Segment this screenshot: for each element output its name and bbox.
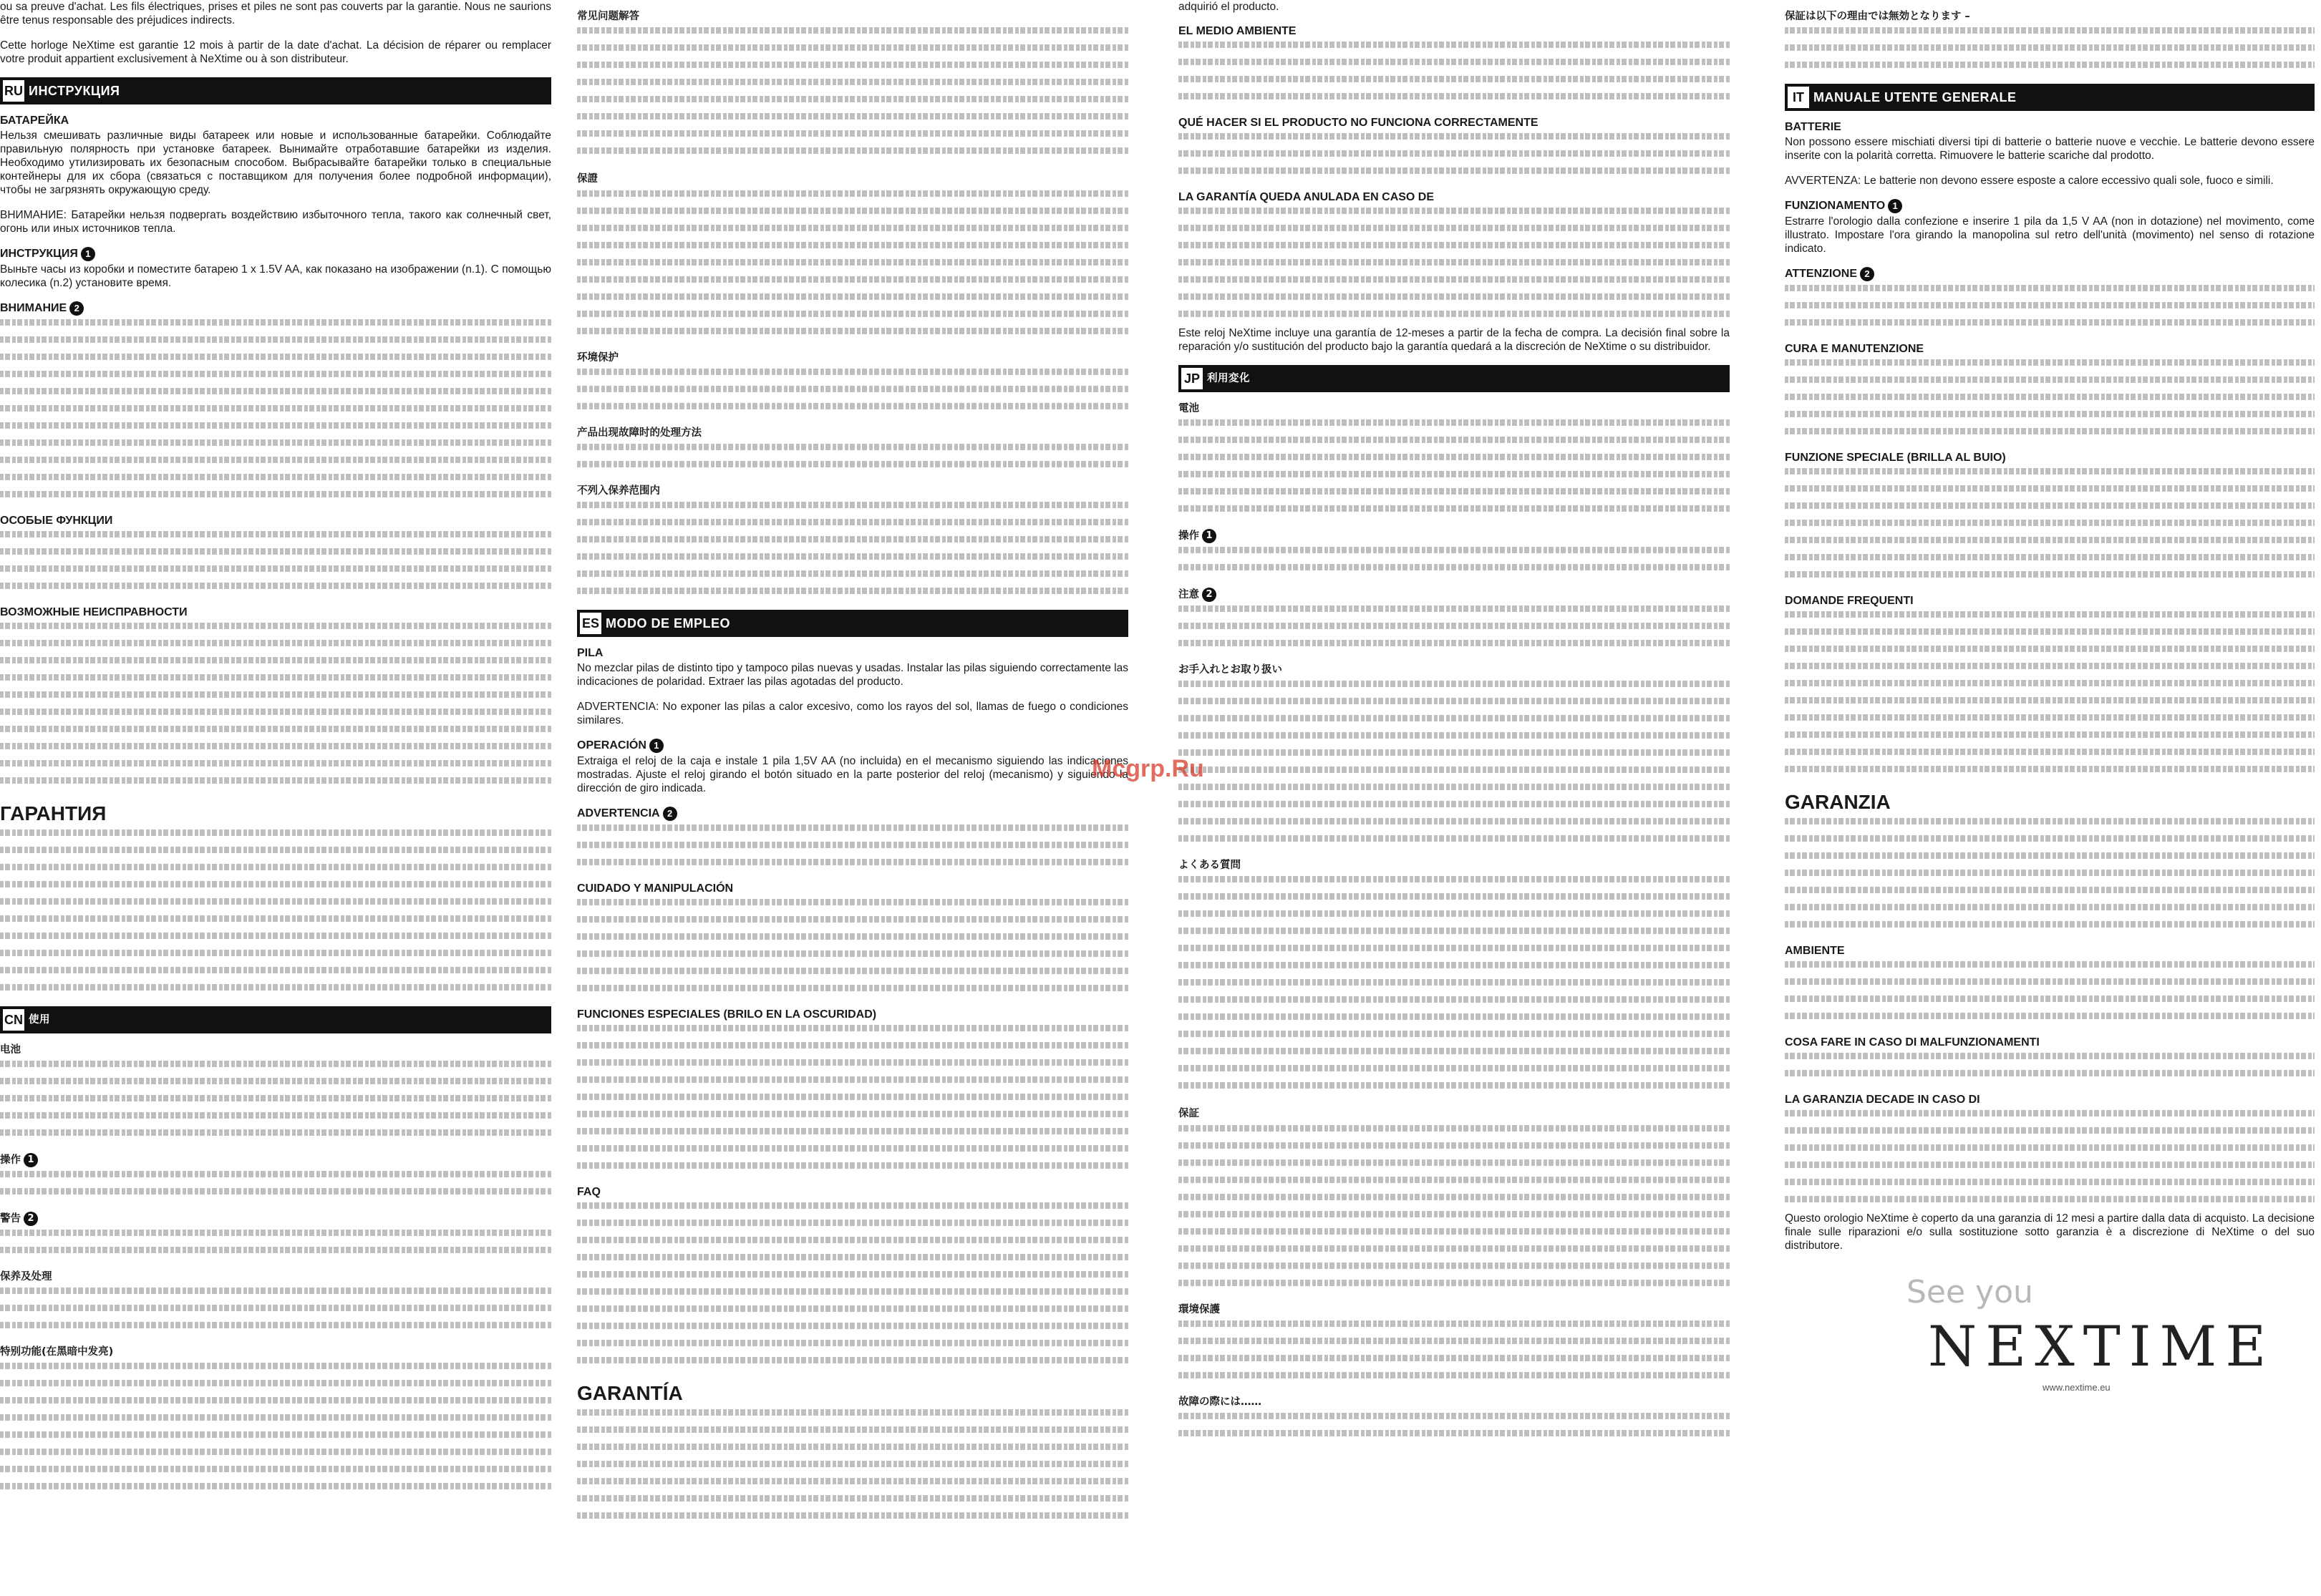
ru-attention-text-block (0, 319, 551, 505)
es-operation-heading: OPERACIÓN 1 (577, 739, 1128, 753)
jp-caution-text-block (1178, 605, 1730, 653)
es-warning-text-block (577, 824, 1128, 872)
es-environment-heading: EL MEDIO AMBIENTE (1178, 25, 1297, 37)
ru-section-title: ИНСТРУКЦИЯ (29, 83, 120, 98)
it-attention-heading: ATTENZIONE 2 (1785, 267, 2315, 281)
jp-malfunction-heading: 故障の際には…… (1178, 1396, 1261, 1408)
es-operation-text: Extraiga el reloj de la caja e instale 1 pila 1,5V AA (no incluida) en el mecanismo siguiendo las indicaciones mostradas. Ajuste el reloj girando el botón situado en la parte posterior del reloj (mecanismo) y siguiendo la dirección de giro indicada. (577, 755, 1128, 794)
it-battery-text: Non possono essere mischiati diversi tipi di batterie o batterie nuove e vecchie. Le batterie devono essere inserite con la polarità corretta. Rimuovere le batterie scariche dal prodotto. (1785, 136, 2315, 162)
fr-warranty-intro: ou sa preuve d'achat. Les fils électriques, prises et piles ne sont pas couverts par la garantie. Nous ne saurions être tenus responsable des préjudices indirects. (0, 1, 551, 26)
it-battery-heading: BATTERIE (1785, 121, 1841, 133)
it-attention-text-block (1785, 285, 2315, 333)
it-step-1-badge: 1 (1888, 199, 1902, 213)
ru-warranty-text-block (0, 829, 551, 998)
it-warranty-heading: GARANZIA (1785, 791, 1891, 813)
cn-warning-text-block (0, 1230, 551, 1260)
jp-environment-text-block (1178, 1320, 1730, 1386)
jp-faq-heading: よくある質問 (1178, 860, 1241, 871)
it-special-text-block (1785, 468, 2315, 585)
it-warranty-text-block (1785, 818, 2315, 935)
es-lang-code: ES (580, 613, 601, 634)
watermark-text: Mcgrp.Ru (1092, 755, 1204, 782)
jp-step-2-badge: 2 (1202, 588, 1216, 602)
es-care-text-block (577, 899, 1128, 998)
es-section-title: MODO DE EMPLEO (606, 615, 731, 631)
it-warranty-final-text: Questo orologio NeXtime è coperto da una garanzia di 12 mesi a partire dalla data di acquisto. La decisione finale sulle riparazioni e/o sulla sostituzione sotto garanzia è a discrezione di NeXtime o del suo distributore. (1785, 1212, 2315, 1252)
es-care-heading: CUIDADO Y MANIPULACIÓN (577, 882, 734, 895)
ru-special-functions-heading: ОСОБЫЕ ФУНКЦИИ (0, 515, 113, 527)
es-faq-text-block (577, 1202, 1128, 1371)
cn-faq-text-block (577, 27, 1128, 161)
column-2 (577, 0, 1128, 1596)
es-faq-heading: FAQ (577, 1186, 601, 1198)
jp-lang-code: JP (1181, 368, 1203, 389)
column-4 (1785, 0, 2315, 1596)
cn-malfunction-text-block (577, 444, 1128, 475)
ru-troubleshooting-text-block (0, 623, 551, 791)
ru-battery-warning: ВНИМАНИЕ: Батарейки нельзя подвергать воздействию избыточного тепла, такого как солнечный свет, огонь или иных источников тепла. (0, 209, 551, 235)
see-you-tagline: See you (1906, 1274, 2033, 1310)
cn-step-2-badge: 2 (24, 1212, 38, 1226)
ru-troubleshooting-heading: ВОЗМОЖНЫЕ НЕИСПРАВНОСТИ (0, 606, 188, 618)
ru-instruction-text: Выньте часы из коробки и поместите батарею 1 x 1.5V AA, как показано на изображении (n.1). С помощью колесика (n.2) установите время. (0, 263, 551, 289)
it-section-header (1785, 84, 2315, 111)
it-step-2-badge: 2 (1860, 267, 1874, 281)
cn-faq-heading: 常见问题解答 (577, 11, 639, 22)
it-special-heading: FUNZIONE SPECIALE (BRILLA AL BUIO) (1785, 452, 2006, 464)
it-faq-text-block (1785, 611, 2315, 779)
jp-care-heading: お手入れとお取り扱い (1178, 664, 1282, 676)
column-3 (1178, 0, 1730, 1596)
cn-exclusions-text-block (577, 502, 1128, 601)
it-battery-warning: AVVERTENZA: Le batterie non devono essere esposte a calore eccessivo quali sole, fuoco e simili. (1785, 175, 2274, 187)
website-url: www.nextime.eu (2043, 1382, 2111, 1393)
es-warning-heading: ADVERTENCIA 2 (577, 807, 1128, 821)
jp-environment-heading: 環境保護 (1178, 1304, 1220, 1315)
jp-operation-text-block (1178, 547, 1730, 578)
cn-malfunction-heading: 产品出现故障时的处理方法 (577, 427, 702, 439)
es-battery-warning: ADVERTENCIA: No exponer las pilas a calor excesivo, como los rayos del sol, llamas de fuego o condiciones similares. (577, 701, 1128, 726)
cn-step-1-badge: 1 (24, 1153, 38, 1167)
column-1 (0, 0, 551, 1596)
jp-malfunction-text-block (1178, 1413, 1730, 1444)
it-environment-text-block (1785, 961, 2315, 1026)
jp-faq-text-block (1178, 876, 1730, 1096)
it-lang-code: IT (1788, 87, 1809, 108)
jp-battery-heading: 電池 (1178, 403, 1199, 414)
step-1-badge: 1 (81, 247, 95, 261)
es-warranty-heading: GARANTÍA (577, 1382, 683, 1404)
it-malfunction-text-block (1785, 1053, 2315, 1084)
cn-special-text-block (0, 1363, 551, 1497)
es-step-2-badge: 2 (663, 807, 677, 821)
cn-exclusions-heading: 不列入保养范围内 (577, 485, 660, 497)
cn-operation-text-block (0, 1171, 551, 1202)
cn-section-title: 使用 (29, 1013, 50, 1026)
es-section-header (577, 610, 1128, 637)
nextime-logo: NEXTIME (1928, 1315, 2275, 1379)
cn-operation-heading: 操作 1 (0, 1153, 551, 1167)
jp-caution-heading: 注意 2 (1178, 588, 1730, 602)
jp-section-header (1178, 365, 1730, 392)
es-battery-heading: PILA (577, 647, 604, 659)
ru-battery-text: Нельзя смешивать различные виды батареек или новые и использованные батарейки. Соблюдайте правильную полярность при установке батареек. Вынимайте отработавшие батарейки из изделия. Необходимо утилизировать их безопасным способом. Выбрасывайте батарейки только в специальные контейнеры для их сбора (связаться с поставщиком для получения более подробной информации), чтобы не загрязнять окружающую среду. (0, 130, 551, 196)
es-environment-text-block (1178, 42, 1730, 107)
es-special-text-block (577, 1025, 1128, 1176)
fr-warranty-text: Cette horloge NeXtime est garantie 12 mois à partir de la date d'achat. La décision de réparer ou remplacer votre produit appartient exclusivement à NeXtime ou à son distributeur. (0, 39, 551, 65)
es-malfunction-heading: QUÉ HACER SI EL PRODUCTO NO FUNCIONA CORRECTAMENTE (1178, 117, 1539, 129)
cn-care-text-block (0, 1288, 551, 1335)
es-battery-text: No mezclar pilas de distinto tipo y tampoco pilas nuevas y usadas. Instalar las pilas siguiendo correctamente las indicaciones de polaridad. Extraer las pilas agotadas del producto. (577, 662, 1128, 688)
cn-battery-heading: 电池 (0, 1044, 21, 1056)
cn-care-heading: 保养及处理 (0, 1271, 52, 1283)
cn-warranty-heading: 保證 (577, 173, 598, 185)
it-operation-heading: FUNZIONAMENTO 1 (1785, 199, 2315, 213)
ru-section-header (0, 77, 551, 104)
cn-battery-text-block (0, 1061, 551, 1143)
it-malfunction-heading: COSA FARE IN CASO DI MALFUNZIONAMENTI (1785, 1036, 2040, 1048)
it-care-heading: CURA E MANUTENZIONE (1785, 343, 1924, 355)
ru-lang-code: RU (3, 80, 24, 102)
jp-section-title: 利用変化 (1207, 372, 1250, 384)
es-malfunction-text-block (1178, 133, 1730, 181)
cn-warranty-text-block (577, 190, 1128, 341)
cn-lang-code: CN (3, 1009, 24, 1031)
it-faq-heading: DOMANDE FREQUENTI (1785, 595, 1914, 607)
it-operation-text: Estrarre l'orologio dalla confezione e inserire 1 pila da 1,5 V AA (non in dotazione) nel movimento, come illustrato. Impostare l'ora girando la manopolina sul retro dell'unità (movimento) nel senso di rotazione indicato. (1785, 215, 2315, 255)
ru-attention-heading: ВНИМАНИЕ 2 (0, 301, 551, 316)
cn-environment-heading: 环境保护 (577, 352, 619, 364)
cn-environment-text-block (577, 369, 1128, 417)
es-special-heading: FUNCIONES ESPECIALES (BRILO EN LA OSCURIDAD) (577, 1008, 877, 1021)
es-void-text-block (1178, 208, 1730, 324)
jp-care-text-block (1178, 681, 1730, 849)
it-void-text-block (1785, 1110, 2315, 1210)
jp-operation-heading: 操作 1 (1178, 529, 1730, 543)
es-void-heading: LA GARANTÍA QUEDA ANULADA EN CASO DE (1178, 191, 1435, 203)
jp-warranty-text-block (1178, 1125, 1730, 1293)
es-warranty-text-block (577, 1409, 1128, 1526)
es-step-1-badge: 1 (649, 739, 664, 753)
ru-warranty-heading: ГАРАНТИЯ (0, 802, 107, 824)
es-carryover-text: adquirió el producto. (1178, 1, 1279, 13)
jp-void-text-block (1785, 27, 2315, 75)
jp-battery-text-block (1178, 419, 1730, 519)
it-section-title: MANUALE UTENTE GENERALE (1813, 89, 2017, 104)
it-environment-heading: AMBIENTE (1785, 945, 1845, 957)
it-void-heading: LA GARANZIA DECADE IN CASO DI (1785, 1094, 1980, 1106)
jp-step-1-badge: 1 (1202, 529, 1216, 543)
jp-void-heading: 保証は以下の理由では無効となります – (1785, 11, 1970, 22)
step-2-badge: 2 (69, 301, 84, 316)
ru-special-functions-text-block (0, 531, 551, 596)
cn-section-header (0, 1006, 551, 1033)
cn-special-heading: 特别功能(在黑暗中发亮) (0, 1346, 114, 1358)
cn-warning-heading: 警告 2 (0, 1212, 551, 1226)
it-care-text-block (1785, 359, 2315, 442)
jp-warranty-heading: 保証 (1178, 1108, 1199, 1119)
ru-instruction-heading: ИНСТРУКЦИЯ 1 (0, 247, 551, 261)
es-warranty-final-text: Este reloj NeXtime incluye una garantía de 12-meses a partir de la fecha de compra. La decisión final sobre la reparación y/o sustitución del producto bajo la garantía quedará a la discreción de NeXtime o su distribuidor. (1178, 327, 1730, 353)
ru-battery-heading: БАТАРЕЙКА (0, 115, 69, 127)
